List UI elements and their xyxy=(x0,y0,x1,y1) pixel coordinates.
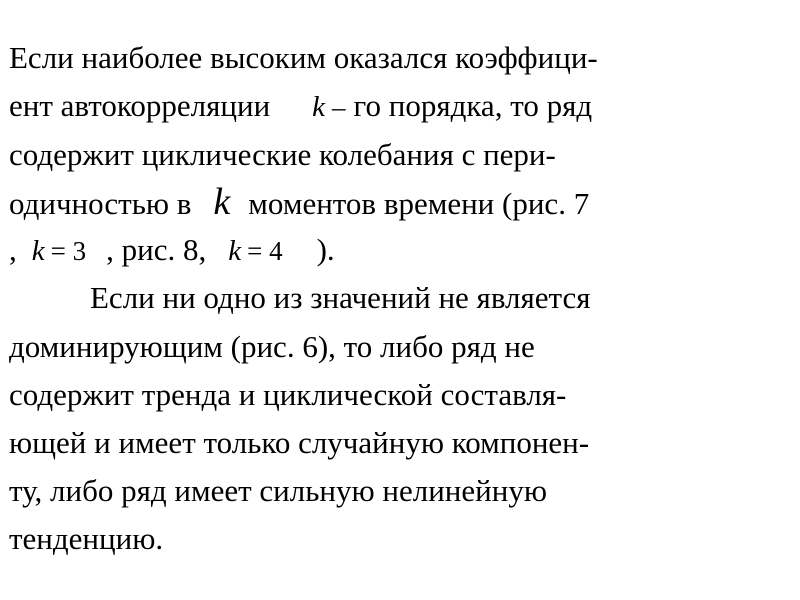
line-text: ющей и имеет только случайную компонен- xyxy=(9,425,590,460)
line-text: го порядка, то ряд xyxy=(353,88,593,123)
text-line xyxy=(9,232,335,269)
text-line xyxy=(9,329,535,365)
text-line xyxy=(9,377,566,413)
line-text: ту, либо ряд имеет сильную нелинейную xyxy=(9,473,547,508)
line-text: , xyxy=(9,232,17,267)
line-text: тенденцию. xyxy=(9,521,164,556)
text-line xyxy=(9,425,589,461)
line-text: ). xyxy=(316,232,335,267)
text-line xyxy=(90,280,590,316)
line-text: Если ни одно из значений не является xyxy=(90,280,591,315)
line-text: Если наиболее высоким оказался коэффици- xyxy=(9,40,598,75)
text-line xyxy=(9,473,547,509)
text-line xyxy=(9,521,163,557)
text-line xyxy=(9,181,590,223)
math-variable-k: k xyxy=(312,91,326,123)
line-text: , рис. 8, xyxy=(106,232,207,267)
math-variable-k: k xyxy=(228,235,242,267)
line-text: содержит тренда и циклической составля- xyxy=(9,377,567,412)
text-line xyxy=(9,40,598,76)
text-line xyxy=(9,88,592,125)
math-dash: – xyxy=(332,92,346,122)
math-equation-value: = 3 xyxy=(50,236,87,266)
line-text: доминирующим (рис. 6), то либо ряд не xyxy=(9,329,535,364)
math-equation-value: = 4 xyxy=(247,236,283,266)
line-text: моментов времени (рис. 7 xyxy=(248,186,590,221)
text-line xyxy=(9,137,556,173)
line-text: ент автокорреляции xyxy=(9,88,271,123)
math-variable-k: k xyxy=(213,181,231,223)
line-text: содержит циклические колебания с пери- xyxy=(9,137,556,172)
line-text: одичностью в xyxy=(9,186,192,221)
math-variable-k: k xyxy=(31,235,45,267)
